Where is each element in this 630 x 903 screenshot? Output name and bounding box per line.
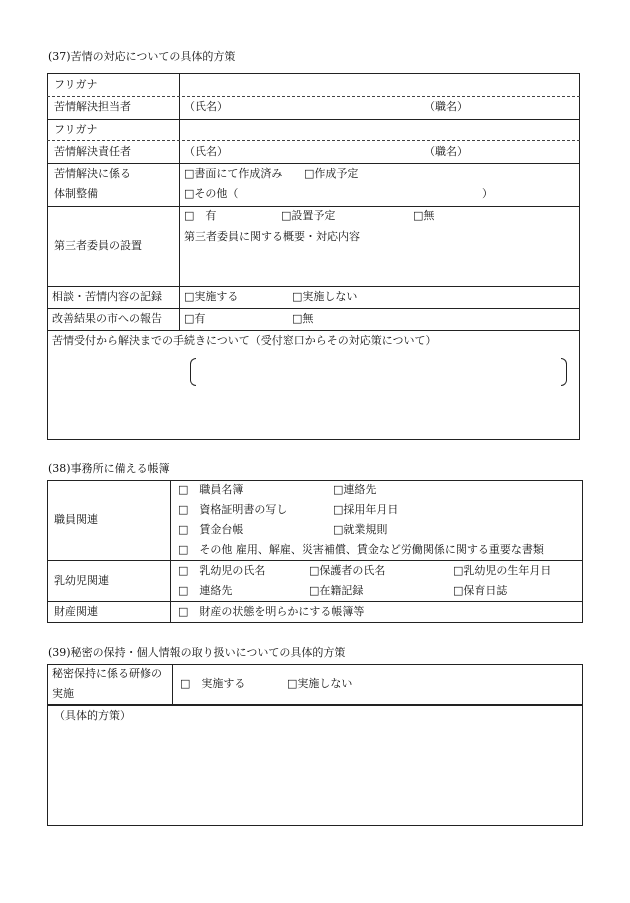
responsible-name-label: （氏名） — [184, 145, 228, 158]
furigana-label-2: フリガナ — [54, 123, 98, 136]
system-planned-checkbox[interactable]: □作成予定 — [304, 167, 359, 180]
childcare-diary-checkbox[interactable]: □保育日誌 — [453, 584, 508, 597]
third-party-label: 第三者委員の設置 — [54, 239, 142, 252]
training-yes-checkbox[interactable]: □ 実施する — [180, 677, 246, 690]
infant-label: 乳幼児関連 — [54, 574, 109, 587]
training-label-line2: 実施 — [52, 687, 74, 700]
third-party-no-checkbox[interactable]: □無 — [413, 209, 435, 222]
system-label-line1: 苦情解決に係る — [54, 167, 131, 180]
staff-roster-checkbox[interactable]: □ 職員名簿 — [178, 483, 244, 496]
infant-name-checkbox[interactable]: □ 乳幼児の氏名 — [178, 564, 266, 577]
responsible-post-label: （職名） — [424, 145, 468, 158]
complaint-table — [47, 73, 580, 440]
staff-other-checkbox[interactable]: □ その他 雇用、解雇、災害補償、賃金など労働関係に関する重要な書類 — [178, 543, 544, 556]
staff-qualification-checkbox[interactable]: □ 資格証明書の写し — [178, 503, 288, 516]
record-label: 相談・苦情内容の記録 — [52, 290, 162, 303]
staff-label: 職員関連 — [54, 513, 98, 526]
procedure-label: 苦情受付から解決までの手続きについて（受付窓口からその対応策について） — [52, 334, 437, 347]
training-label-line1: 秘密保持に係る研修の — [52, 667, 162, 680]
record-no-checkbox[interactable]: □実施しない — [292, 290, 358, 303]
complaint-table-divider — [179, 73, 180, 330]
report-label: 改善結果の市への報告 — [52, 312, 162, 325]
asset-ledger-checkbox[interactable]: □ 財産の状態を明らかにする帳簿等 — [178, 605, 365, 618]
system-label-line2: 体制整備 — [54, 187, 98, 200]
staff-rules-checkbox[interactable]: □就業規則 — [333, 523, 388, 536]
system-other-checkbox[interactable]: □その他（ — [184, 187, 239, 200]
third-party-yes-checkbox[interactable]: □ 有 — [184, 209, 217, 222]
officer-name-label: （氏名） — [184, 100, 228, 113]
third-party-desc-label: 第三者委員に関する概要・対応内容 — [184, 230, 360, 243]
furigana-label-1: フリガナ — [54, 78, 98, 91]
staff-wage-checkbox[interactable]: □ 賃金台帳 — [178, 523, 244, 536]
system-written-checkbox[interactable]: □書面にて作成済み — [184, 167, 283, 180]
record-yes-checkbox[interactable]: □実施する — [184, 290, 239, 303]
complaint-officer-label: 苦情解決担当者 — [54, 100, 131, 113]
procedure-bracket-left — [190, 358, 196, 386]
section-37-title: (37)苦情の対応についての具体的方策 — [48, 50, 236, 63]
infant-contact-checkbox[interactable]: □ 連絡先 — [178, 584, 233, 597]
staff-hire-date-checkbox[interactable]: □採用年月日 — [333, 503, 399, 516]
report-yes-checkbox[interactable]: □有 — [184, 312, 206, 325]
infant-birthdate-checkbox[interactable]: □乳幼児の生年月日 — [453, 564, 552, 577]
report-no-checkbox[interactable]: □無 — [292, 312, 314, 325]
guardian-name-checkbox[interactable]: □保護者の氏名 — [309, 564, 386, 577]
enrollment-record-checkbox[interactable]: □在籍記録 — [309, 584, 364, 597]
officer-post-label: （職名） — [424, 100, 468, 113]
section-38-title: (38)事務所に備える帳簿 — [48, 462, 170, 475]
procedure-bracket-right — [561, 358, 567, 386]
responsible-person-label: 苦情解決責任者 — [54, 145, 131, 158]
section-39-title: (39)秘密の保持・個人情報の取り扱いについての具体的方策 — [48, 646, 346, 659]
staff-contact-checkbox[interactable]: □連絡先 — [333, 483, 377, 496]
system-other-close: ） — [482, 187, 493, 200]
asset-label: 財産関連 — [54, 605, 98, 618]
third-party-planned-checkbox[interactable]: □設置予定 — [281, 209, 336, 222]
measures-label: （具体的方策） — [54, 709, 131, 722]
training-no-checkbox[interactable]: □実施しない — [287, 677, 353, 690]
